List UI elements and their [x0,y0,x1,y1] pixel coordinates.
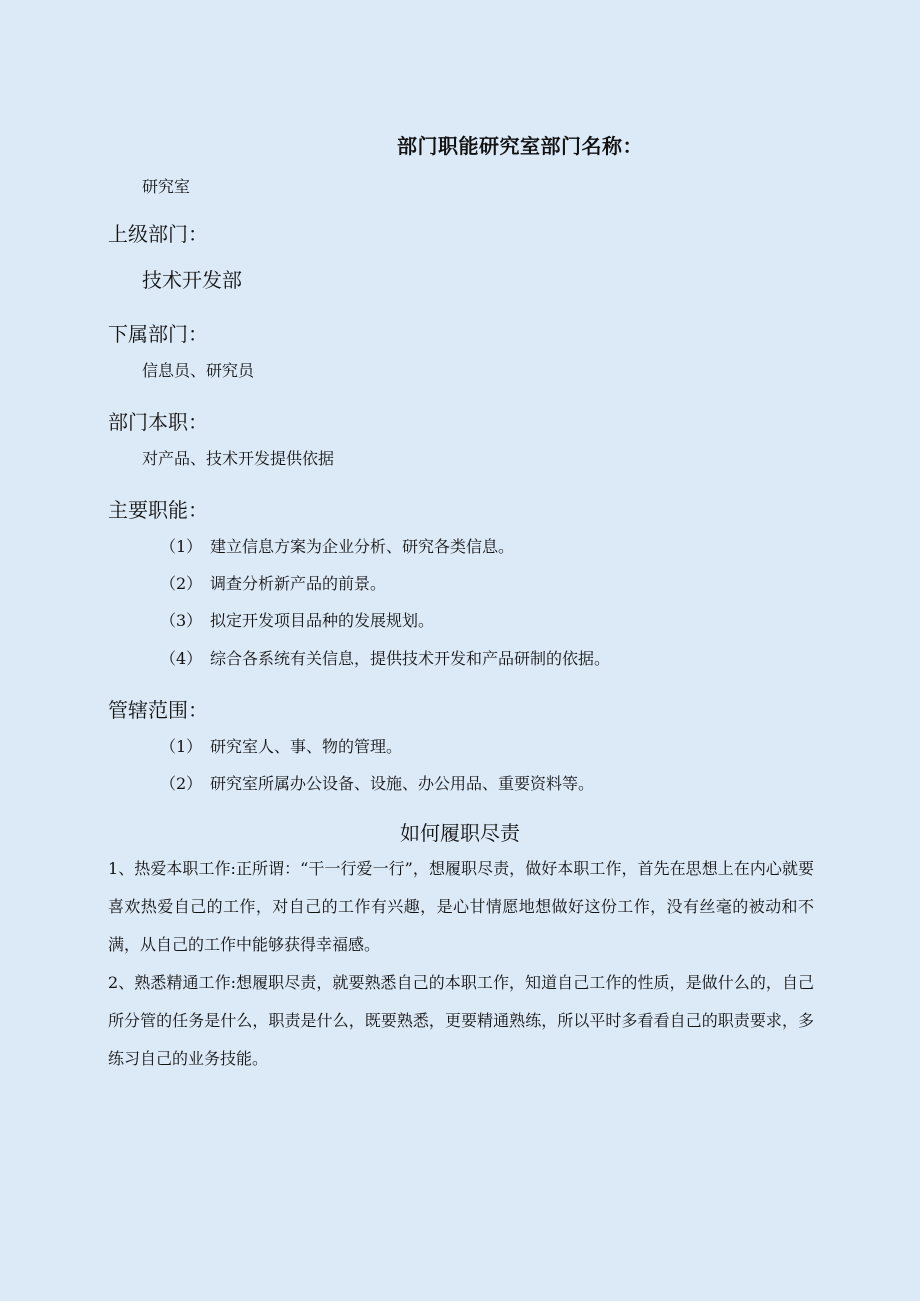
scope-number: （2） [160,774,203,793]
dept-name-value: 研究室 [142,177,191,196]
parent-dept-value: 技术开发部 [142,268,242,292]
function-text: 建立信息方案为企业分析、研究各类信息。 [210,537,515,556]
function-item [160,646,610,669]
document-title: 部门职能研究室部门名称： [397,134,643,158]
parent-dept-label: 上级部门： [108,222,208,246]
function-number: （2） [160,574,203,593]
function-item [160,608,434,631]
function-number: （4） [160,649,203,668]
paragraph: 1、热爱本职工作:正所谓：“干一行爱一行”，想履职尽责，做好本职工作，首先在思想上在内心就要喜欢热爱自己的工作，对自己的工作有兴趣，是心甘情愿地想做好这份工作，没有丝毫的被动和不满，从自己的工作中能够获得幸福感。 [108,859,814,954]
scope-item [160,734,402,757]
function-item [160,571,386,594]
functions-label: 主要职能： [108,498,208,522]
function-text: 调查分析新产品的前景。 [210,574,387,593]
function-item [160,534,514,557]
scope-text: 研究室人、事、物的管理。 [210,737,403,756]
function-text: 综合各系统有关信息，提供技术开发和产品研制的依据。 [210,649,611,668]
scope-text: 研究室所属办公设备、设施、办公用品、重要资料等。 [210,774,595,793]
function-number: （3） [160,611,203,630]
duty-value: 对产品、技术开发提供依据 [142,449,335,468]
section-title: 如何履职尽责 [400,821,520,845]
scope-item [160,771,594,794]
duty-label: 部门本职： [108,410,208,434]
function-number: （1） [160,537,203,556]
scope-label: 管辖范围： [108,698,208,722]
scope-number: （1） [160,737,203,756]
function-text: 拟定开发项目品种的发展规划。 [210,611,435,630]
paragraph: 2、熟悉精通工作:想履职尽责，就要熟悉自己的本职工作，知道自己工作的性质，是做什么的，自己所分管的任务是什么，职责是什么，既要熟悉，更要精通熟练，所以平时多看看自己的职责要求，多练习自己的业务技能。 [108,973,814,1068]
sub-dept-value: 信息员、研究员 [142,361,255,380]
sub-dept-label: 下属部门： [108,322,208,346]
